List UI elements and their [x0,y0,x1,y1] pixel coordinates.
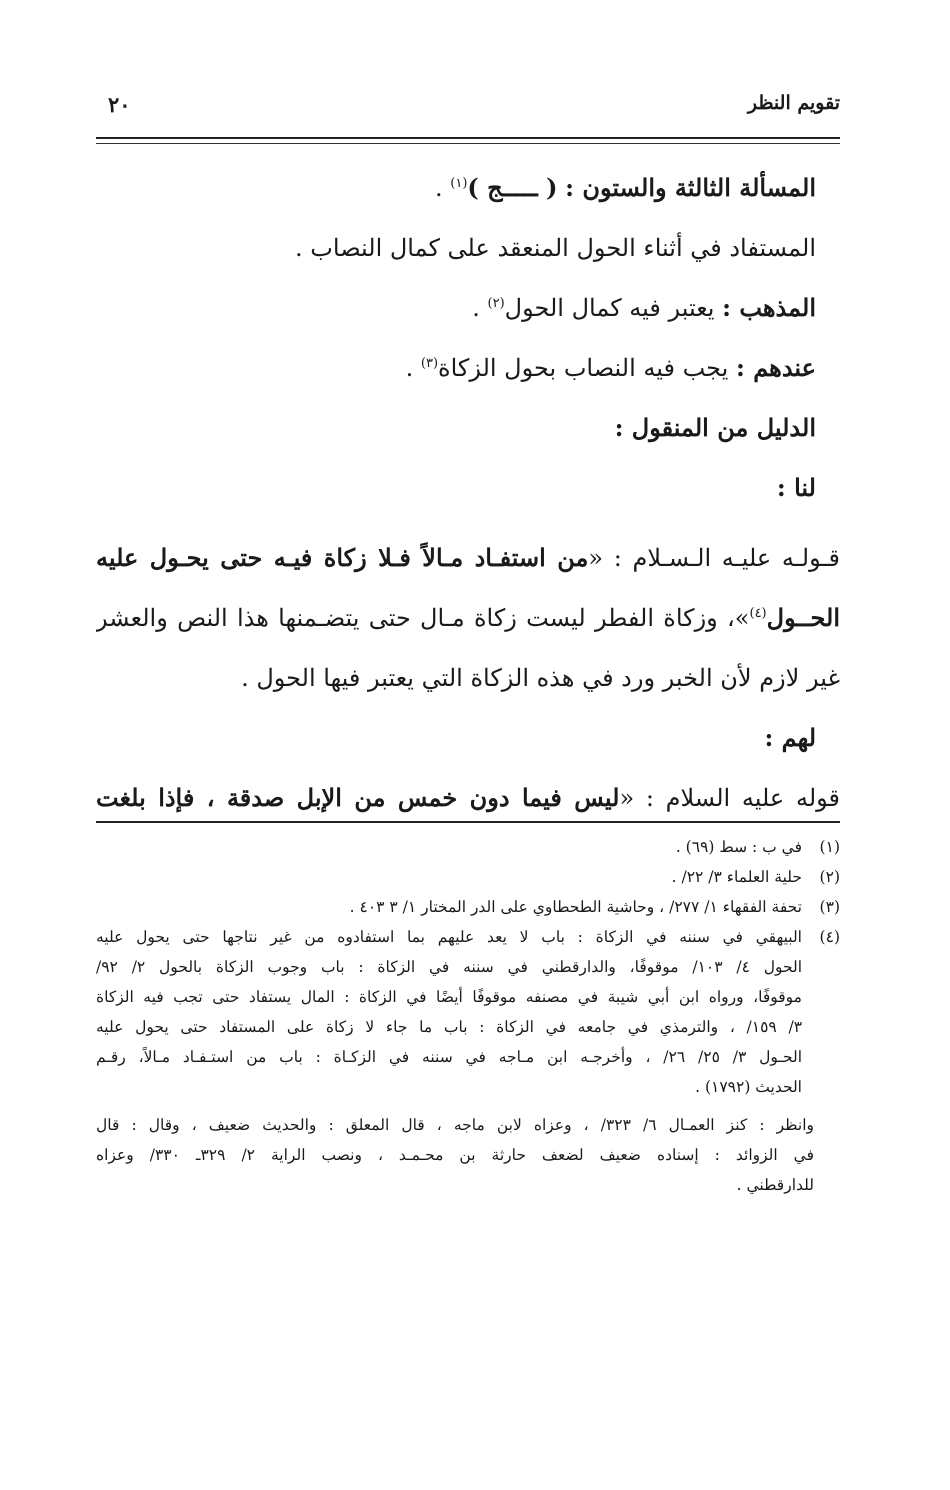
main-text [96,158,840,828]
footnote-number: (١) [819,838,840,856]
footnote-4 [96,922,840,1102]
footnote-line: في ب : سط (٦٩) . [675,838,802,856]
evidence-heading: الدليل من المنقول : [614,413,816,442]
footnote-number: (٣) [819,898,840,916]
lana-intro: قـولـه عليـه الـسـلام : « [588,544,840,572]
footnote-separator [96,821,840,823]
footnote-line: الحديث (١٧٩٢) . [695,1078,802,1096]
book-page [96,0,840,1490]
running-header [96,92,840,132]
footnote-3 [96,892,840,922]
header-rule-thin [96,143,840,144]
lana-paragraph-line-3: غير لازم لأن الخبر ورد في هذه الزكاة التي يعتبر فيها الحول . [241,664,840,692]
indahum-line [96,338,840,398]
lana-heading: لنا : [776,473,816,502]
madhhab-label: المذهب : [722,293,816,322]
lahum-paragraph-line-1 [96,768,840,828]
indahum-text: يجب فيه النصاب بحول الزكاة [438,354,729,382]
page-number: ٢٠ [108,92,131,117]
issue-heading-label: المسألة الثالثة والستون : [565,173,816,202]
footnote-line: في الزوائد : إسناده ضعيف لضعف حارثة بن محـمـد ، ونصب الراية ٢/ ٣٢٩ـ ٣٣٠/ وعزاه [96,1146,814,1164]
lahum-heading: لهم : [764,723,816,752]
footnote-line: تحفة الفقهاء ١/ ٢٧٧/ ، وحاشية الطحطاوي على الدر المختار ١/ ٣ ٤٠٣ . [349,898,802,916]
indahum-label: عندهم : [735,353,816,382]
footnote-ref-1: (١) [450,176,468,191]
lana-paragraph-line-1 [96,528,840,588]
issue-heading [96,158,840,218]
lana-commentary: »، وزكاة الفطر ليست زكاة مـال حتى يتضـمنها هذا النص والعشر [96,604,750,632]
issue-heading-end: . [434,174,443,202]
footnote-2 [96,862,840,892]
footnote-4-continuation [96,1110,840,1200]
lahum-intro: قوله عليه السلام : « [619,784,840,812]
hadith-text-1: من استفـاد مـالاً فـلا زكاة فيـه حتى يحـول عليه [96,543,589,572]
footnote-number: (٤) [819,928,840,946]
footnotes [96,832,840,1200]
lana-paragraph-line-2 [96,588,840,648]
hadith-text-1-end: الحــول [766,603,840,632]
footnote-ref-4: (٤) [749,606,767,621]
hadith-text-2: ليس فيما دون خمس من الإبل صدقة ، فإذا بلغت [96,783,620,812]
footnote-line: موقوفًا، ورواه ابن أبي شيبة في مصنفه موقوفًا أيضًا في الزكاة : المال يستفاد حتى تجب فيه الزكاة [96,988,802,1006]
madhhab-line [96,278,840,338]
book-title: تقويم النظر [747,92,840,114]
footnote-line: ٣/ ١٥٩/ ، والترمذي في جامعه في الزكاة : باب ما جاء لا زكاة على المستفاد حتى يحول عليه [96,1018,802,1036]
madhhab-end: . [472,294,480,322]
issue-heading-code: ( ـــــج ) [467,173,558,202]
footnote-1 [96,832,840,862]
footnote-line: الحـول ٣/ ٢٥/ ٢٦/ ، وأخرجـه ابن مـاجه في سننه في الزكـاة : باب من استـفـاد مـالاً، رقـم [96,1048,802,1066]
header-rule-thick [96,137,840,139]
footnote-line: للدارقطني . [736,1176,814,1194]
issue-statement: المستفاد في أثناء الحول المنعقد على كمال النصاب . [295,234,816,262]
footnote-line: حلية العلماء ٣/ ٢٢/ . [671,868,802,886]
footnote-line: البيهقي في سننه في الزكاة : باب لا يعد عليهم بما استفادوه من غير نتاجها حتى يحول عليه [96,928,802,946]
footnote-line: وانظر : كنز العمـال ٦/ ٣٢٣/ ، وعزاه لابن ماجه ، قال المعلق : والحديث ضعيف ، وقال : قال [96,1116,814,1134]
footnote-ref-3: (٣) [420,356,439,371]
footnote-line: الحول ٤/ ١٠٣/ موقوفًا، والدارقطني في سننه في الزكاة : باب وجوب الزكاة بالحول ٢/ ٩٢/ [96,958,802,976]
madhhab-text: يعتبر فيه كمال الحول [504,294,715,322]
footnote-ref-2: (٢) [487,296,505,311]
indahum-end: . [405,354,414,382]
footnote-number: (٢) [819,868,840,886]
